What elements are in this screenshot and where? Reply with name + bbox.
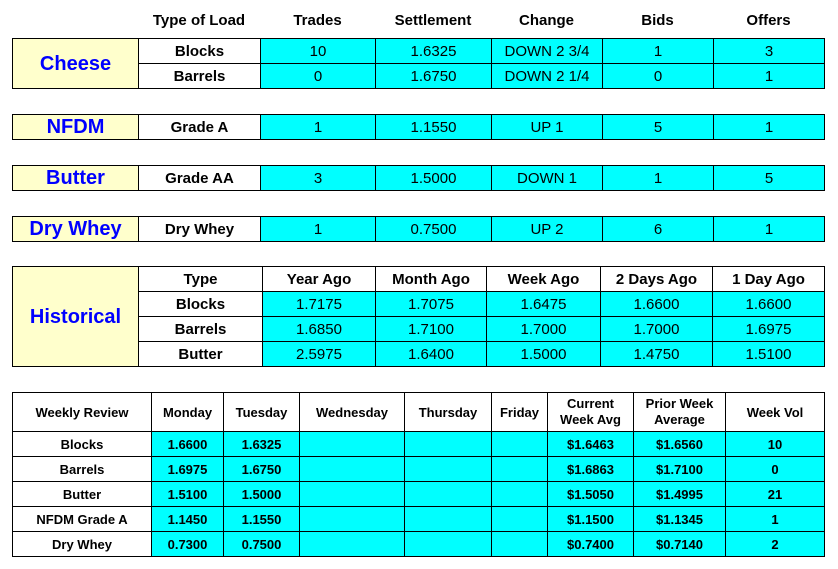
table-row [13,532,825,557]
drywhey-type: Dry Whey [139,217,261,242]
hist-cell: 1.7000 [487,317,601,342]
butter-trades: 3 [261,166,376,191]
nfdm-offers: 1 [714,115,825,140]
header-trades: Trades [293,11,342,29]
hist-cell: 1.7100 [376,317,487,342]
hist-header-week-ago: Week Ago [487,267,601,292]
weekly-cell [300,482,405,507]
weekly-cell: $1.4995 [634,482,726,507]
weekly-cell [492,532,548,557]
weekly-header-week-vol: Week Vol [726,393,825,432]
cheese-blocks-offers: 3 [714,39,825,64]
weekly-cell: 10 [726,432,825,457]
weekly-row-label: NFDM Grade A [13,507,152,532]
weekly-cell: 0 [726,457,825,482]
cheese-blocks-change: DOWN 2 3/4 [492,39,603,64]
cheese-barrels-type: Barrels [139,64,261,89]
weekly-header-wednesday: Wednesday [300,393,405,432]
weekly-row-label: Barrels [13,457,152,482]
hist-row-label: Butter [139,342,263,367]
weekly-cell [405,432,492,457]
weekly-cell [300,532,405,557]
market-header [138,8,824,32]
weekly-header-monday: Monday [152,393,224,432]
nfdm-type: Grade A [139,115,261,140]
weekly-cell: 0.7500 [224,532,300,557]
hist-row-label: Blocks [139,292,263,317]
nfdm-settlement: 1.1550 [376,115,492,140]
hist-cell: 1.6850 [263,317,376,342]
nfdm-table [12,114,825,140]
hist-header-type: Type [139,267,263,292]
hist-cell: 1.7075 [376,292,487,317]
weekly-cell: 1.6325 [224,432,300,457]
butter-change: DOWN 1 [492,166,603,191]
cheese-barrels-settlement: 1.6750 [376,64,492,89]
hist-header-2-days-ago: 2 Days Ago [601,267,713,292]
current-line-2: Week Avg [560,412,621,427]
cheese-blocks-settlement: 1.6325 [376,39,492,64]
hist-cell: 1.6975 [713,317,825,342]
header-change: Change [518,11,574,29]
hist-cell: 1.6400 [376,342,487,367]
hist-header-year-ago: Year Ago [263,267,376,292]
weekly-cell: $1.7100 [634,457,726,482]
cheese-barrels-offers: 1 [714,64,825,89]
hist-header-month-ago: Month Ago [376,267,487,292]
cheese-barrels-change: DOWN 2 1/4 [492,64,603,89]
cheese-barrels-bids: 0 [603,64,714,89]
weekly-cell [300,507,405,532]
header-bids: Bids [641,11,674,29]
butter-type: Grade AA [139,166,261,191]
weekly-cell: 1.6975 [152,457,224,482]
hist-cell: 1.7000 [601,317,713,342]
weekly-cell [492,482,548,507]
weekly-cell: $0.7400 [548,532,634,557]
table-row [13,457,825,482]
weekly-cell [492,507,548,532]
weekly-cell: 1.1450 [152,507,224,532]
weekly-cell: $1.6463 [548,432,634,457]
weekly-cell: 1.6750 [224,457,300,482]
table-row [13,507,825,532]
weekly-cell [492,432,548,457]
header-settlement: Settlement [394,11,472,29]
weekly-cell: 1 [726,507,825,532]
nfdm-label: NFDM [13,115,139,140]
weekly-cell: 1.6600 [152,432,224,457]
weekly-cell [405,482,492,507]
butter-settlement: 1.5000 [376,166,492,191]
butter-table [12,165,825,191]
weekly-header-prior-week-average [634,393,726,432]
hist-cell: 1.6600 [601,292,713,317]
historical-label: Historical [13,267,139,367]
weekly-cell: $0.7140 [634,532,726,557]
nfdm-change: UP 1 [492,115,603,140]
butter-offers: 5 [714,166,825,191]
table-row [13,482,825,507]
weekly-review-table [12,392,825,557]
hist-cell: 1.6475 [487,292,601,317]
prior-line-1: Prior Week [645,395,714,411]
weekly-cell: $1.6560 [634,432,726,457]
weekly-header-friday: Friday [492,393,548,432]
weekly-cell [300,457,405,482]
hist-cell: 1.5000 [487,342,601,367]
weekly-cell: $1.5050 [548,482,634,507]
weekly-cell: 0.7300 [152,532,224,557]
weekly-cell [405,507,492,532]
drywhey-offers: 1 [714,217,825,242]
drywhey-table [12,216,825,242]
weekly-header-review: Weekly Review [13,393,152,432]
drywhey-label: Dry Whey [13,217,139,242]
hist-cell: 1.4750 [601,342,713,367]
historical-table [12,266,825,367]
cheese-blocks-bids: 1 [603,39,714,64]
hist-cell: 2.5975 [263,342,376,367]
butter-bids: 1 [603,166,714,191]
cheese-barrels-trades: 0 [261,64,376,89]
hist-cell: 1.5100 [713,342,825,367]
cheese-label: Cheese [13,39,139,89]
hist-header-1-day-ago: 1 Day Ago [713,267,825,292]
drywhey-settlement: 0.7500 [376,217,492,242]
weekly-header-current-week-avg [548,393,634,432]
butter-label: Butter [13,166,139,191]
weekly-cell [405,457,492,482]
hist-row-label: Barrels [139,317,263,342]
cheese-table [12,38,825,89]
weekly-cell: 1.5100 [152,482,224,507]
table-row [13,432,825,457]
nfdm-trades: 1 [261,115,376,140]
drywhey-bids: 6 [603,217,714,242]
cheese-blocks-trades: 10 [261,39,376,64]
weekly-cell [492,457,548,482]
weekly-cell: 2 [726,532,825,557]
cheese-blocks-type: Blocks [139,39,261,64]
weekly-cell [405,532,492,557]
weekly-row-label: Blocks [13,432,152,457]
weekly-cell [300,432,405,457]
weekly-cell: 1.1550 [224,507,300,532]
header-type-of-load: Type of Load [152,11,246,29]
weekly-cell: 21 [726,482,825,507]
header-offers: Offers [746,11,791,29]
drywhey-trades: 1 [261,217,376,242]
weekly-cell: $1.6863 [548,457,634,482]
weekly-row-label: Dry Whey [13,532,152,557]
current-line-1: Current [567,395,614,411]
prior-line-2: Average [654,412,705,427]
weekly-header-tuesday: Tuesday [224,393,300,432]
weekly-cell: 1.5000 [224,482,300,507]
weekly-cell: $1.1345 [634,507,726,532]
nfdm-bids: 5 [603,115,714,140]
weekly-header-thursday: Thursday [405,393,492,432]
hist-cell: 1.6600 [713,292,825,317]
weekly-row-label: Butter [13,482,152,507]
weekly-cell: $1.1500 [548,507,634,532]
drywhey-change: UP 2 [492,217,603,242]
hist-cell: 1.7175 [263,292,376,317]
